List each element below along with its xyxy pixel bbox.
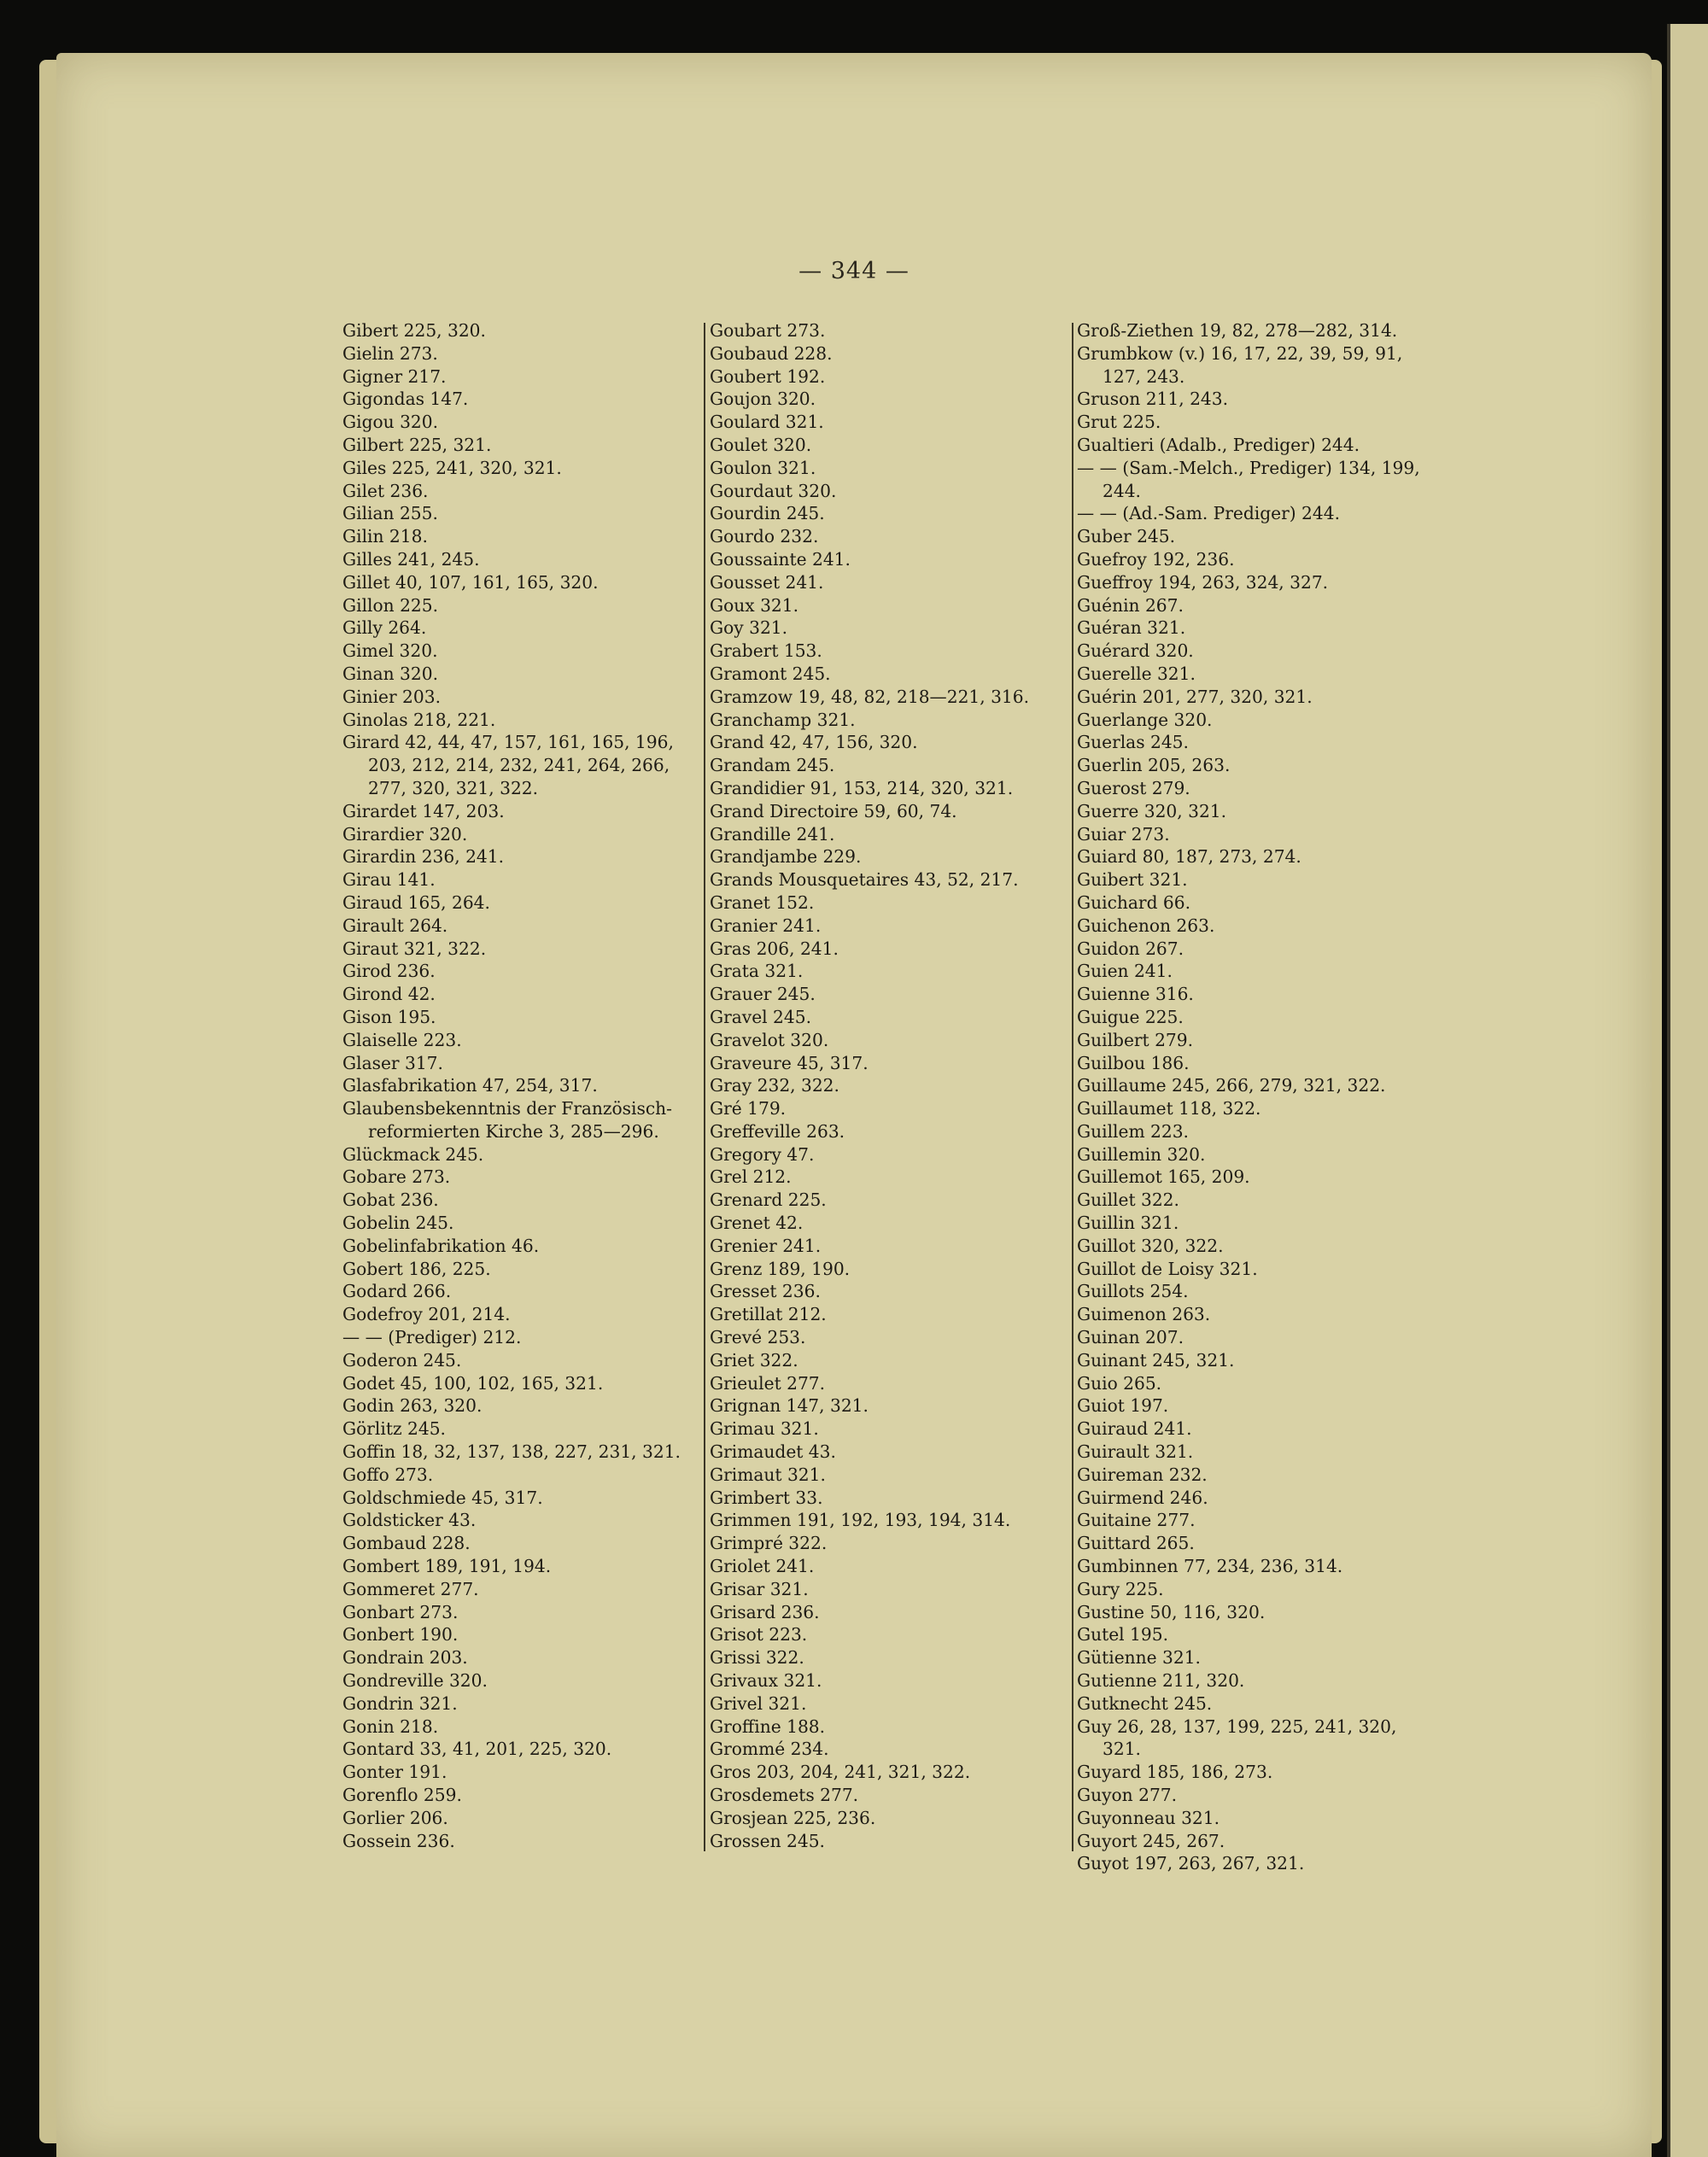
index-entry: Grandam 245. xyxy=(710,755,835,776)
index-entry: Gontard 33, 41, 201, 225, 320. xyxy=(342,1739,612,1760)
index-entry: Goldsticker 43. xyxy=(342,1510,477,1531)
index-entry: Grand Directoire 59, 60, 74. xyxy=(710,800,957,821)
index-entry: Gourdo 232. xyxy=(710,526,819,547)
index-entry: Goulet 320. xyxy=(710,434,812,455)
index-entry: Gumbinnen 77, 234, 236, 314. xyxy=(1077,1556,1343,1577)
index-entry: Guireman 232. xyxy=(1077,1464,1208,1485)
index-entry: Ginan 320. xyxy=(342,663,438,684)
index-entry: — — (Ad.-Sam. Prediger) 244. xyxy=(1077,503,1340,524)
index-entry: Granier 241. xyxy=(710,915,822,936)
index-entry: Grosjean 225, 236. xyxy=(710,1807,876,1828)
index-entry: Guyot 197, 263, 267, 321. xyxy=(1077,1853,1305,1874)
index-entry: Goubart 273. xyxy=(710,320,826,341)
index-entry: Goussainte 241. xyxy=(710,548,851,570)
index-entry: — — (Sam.-Melch., Prediger) 134, 199, 244. xyxy=(1077,457,1420,501)
index-entry: Godet 45, 100, 102, 165, 321. xyxy=(342,1372,604,1394)
index-entry: Gilles 241, 245. xyxy=(342,548,480,570)
index-entry: Gondrain 203. xyxy=(342,1647,468,1669)
index-entry: Guiard 80, 187, 273, 274. xyxy=(1077,846,1301,868)
index-entry: Guerost 279. xyxy=(1077,777,1190,798)
index-entry: Grandjambe 229. xyxy=(710,846,862,868)
index-entry: Girardin 236, 241. xyxy=(342,846,505,868)
index-entry: Guienne 316. xyxy=(1077,984,1194,1005)
index-entry: Goulard 321. xyxy=(710,412,824,433)
index-entry: Gonter 191. xyxy=(342,1762,447,1783)
index-entry: Grenz 189, 190. xyxy=(710,1258,851,1279)
index-entry: Guitaine 277. xyxy=(1077,1510,1196,1531)
index-entry: Guerlin 205, 263. xyxy=(1077,755,1231,776)
index-entry: Guio 265. xyxy=(1077,1372,1162,1394)
index-entry: Gombaud 228. xyxy=(342,1533,471,1554)
index-entry: Grandidier 91, 153, 214, 320, 321. xyxy=(710,777,1014,798)
index-column-2 xyxy=(710,319,1067,1852)
index-entry: Guefroy 192, 236. xyxy=(1077,548,1235,570)
index-entry: Guillot de Loisy 321. xyxy=(1077,1258,1258,1279)
index-entry: Girod 236. xyxy=(342,961,436,982)
index-entry: Gillon 225. xyxy=(342,594,439,616)
index-entry: Gustine 50, 116, 320. xyxy=(1077,1601,1266,1622)
index-entry: Grimpré 322. xyxy=(710,1533,828,1554)
index-entry: Gütienne 321. xyxy=(1077,1647,1201,1669)
index-entry: Guber 245. xyxy=(1077,526,1176,547)
index-entry: Gilbert 225, 321. xyxy=(342,434,492,455)
index-entry: Goubert 192. xyxy=(710,365,826,387)
index-entry: Gonbert 190. xyxy=(342,1624,459,1646)
index-entry: Guy 26, 28, 137, 199, 225, 241, 320, 321. xyxy=(1077,1716,1397,1760)
index-entry: Graveure 45, 317. xyxy=(710,1052,869,1073)
index-entry: Goderon 245. xyxy=(342,1349,462,1371)
index-entry: Godefroy 201, 214. xyxy=(342,1304,511,1325)
column-divider xyxy=(1072,323,1073,1851)
index-entry: Guerlange 320. xyxy=(1077,709,1213,730)
column-divider xyxy=(704,323,705,1851)
index-entry: Guiot 197. xyxy=(1077,1395,1169,1417)
index-entry: Guyon 277. xyxy=(1077,1785,1178,1805)
index-entry: Grosdemets 277. xyxy=(710,1785,859,1805)
index-entry: Girard 42, 44, 47, 157, 161, 165, 196, 203, 212, 214, 232, 241, 264, 266, 277, 320, 321, 322. xyxy=(342,732,674,798)
index-entry: Gras 206, 241. xyxy=(710,938,839,959)
index-entry: Gielin 273. xyxy=(342,342,438,364)
index-entry: Gravel 245. xyxy=(710,1006,811,1027)
index-entry: Grands Mousquetaires 43, 52, 217. xyxy=(710,869,1019,891)
index-entry: Guillot 320, 322. xyxy=(1077,1235,1224,1256)
index-entry: Grenard 225. xyxy=(710,1190,827,1211)
index-entry: Gray 232, 322. xyxy=(710,1075,839,1096)
index-entry: Grimaudet 43. xyxy=(710,1441,836,1463)
index-entry: Gury 225. xyxy=(1077,1578,1164,1599)
index-entry: Gravelot 320. xyxy=(710,1029,829,1050)
index-entry: Guerre 320, 321. xyxy=(1077,800,1227,821)
index-entry: Gobert 186, 225. xyxy=(342,1258,491,1279)
index-entry: Gorlier 206. xyxy=(342,1807,448,1828)
index-entry: Godin 263, 320. xyxy=(342,1395,483,1417)
index-entry: Grommé 234. xyxy=(710,1739,829,1760)
index-entry: — — (Prediger) 212. xyxy=(342,1327,522,1348)
index-entry: Goffo 273. xyxy=(342,1464,434,1485)
index-entry: Gobelin 245. xyxy=(342,1213,454,1234)
index-entry: Grimau 321. xyxy=(710,1418,819,1440)
index-entry: Grata 321. xyxy=(710,961,804,982)
index-entry: Girault 264. xyxy=(342,915,448,936)
index-entry: Gourdin 245. xyxy=(710,503,825,524)
index-entry: Grisard 236. xyxy=(710,1601,820,1622)
index-entry: Gondrin 321. xyxy=(342,1692,458,1714)
index-entry: Goy 321. xyxy=(710,617,788,639)
index-entry: Guien 241. xyxy=(1077,961,1173,982)
index-entry: Guillaume 245, 266, 279, 321, 322. xyxy=(1077,1075,1386,1096)
index-column-3 xyxy=(1077,319,1436,1875)
index-entry: Greffeville 263. xyxy=(710,1120,845,1142)
index-entry: Granchamp 321. xyxy=(710,709,856,730)
index-entry: Gison 195. xyxy=(342,1006,436,1027)
index-entry: Goffin 18, 32, 137, 138, 227, 231, 321. xyxy=(342,1441,681,1463)
index-entry: Grissi 322. xyxy=(710,1647,804,1669)
index-entry: Grignan 147, 321. xyxy=(710,1395,869,1417)
index-entry: Gonbart 273. xyxy=(342,1601,459,1622)
index-entry: Guillots 254. xyxy=(1077,1281,1189,1302)
index-entry: Guinant 245, 321. xyxy=(1077,1349,1235,1371)
index-entry: Grumbkow (v.) 16, 17, 22, 39, 59, 91, 127, 243. xyxy=(1077,342,1403,387)
index-entry: Gualtieri (Adalb., Prediger) 244. xyxy=(1077,434,1360,455)
index-entry: Gombert 189, 191, 194. xyxy=(342,1556,552,1577)
page-number: — 344 — xyxy=(798,258,910,284)
index-entry: Glasfabrikation 47, 254, 317. xyxy=(342,1075,598,1096)
index-entry: Gobare 273. xyxy=(342,1166,451,1188)
index-entry: Grel 212. xyxy=(710,1166,792,1188)
index-entry: Guirmend 246. xyxy=(1077,1487,1208,1508)
index-entry: Guillemot 165, 209. xyxy=(1077,1166,1250,1188)
index-entry: Guillin 321. xyxy=(1077,1213,1179,1234)
index-entry: Ginier 203. xyxy=(342,686,442,707)
index-entry: Gutienne 211, 320. xyxy=(1077,1670,1245,1692)
index-entry: Gilly 264. xyxy=(342,617,427,639)
index-entry: Goujon 320. xyxy=(710,389,816,410)
index-entry: Gigner 217. xyxy=(342,365,447,387)
index-entry: Guillemin 320. xyxy=(1077,1143,1206,1165)
index-entry: Guigue 225. xyxy=(1077,1006,1184,1027)
index-entry: Gutel 195. xyxy=(1077,1624,1169,1646)
index-entry: Guidon 267. xyxy=(1077,938,1184,959)
index-entry: Gossein 236. xyxy=(342,1830,455,1851)
index-entry: Grimbert 33. xyxy=(710,1487,823,1508)
index-entry: Grauer 245. xyxy=(710,984,816,1005)
index-entry: Giles 225, 241, 320, 321. xyxy=(342,457,562,478)
index-entry: Gramzow 19, 48, 82, 218—221, 316. xyxy=(710,686,1030,707)
index-entry: Gruson 211, 243. xyxy=(1077,389,1229,410)
index-entry: Grivel 321. xyxy=(710,1692,807,1714)
index-entry: Goubaud 228. xyxy=(710,342,833,364)
index-entry: Guichenon 263. xyxy=(1077,915,1215,936)
index-entry: Glaiselle 223. xyxy=(342,1029,462,1050)
index-entry: Gommeret 277. xyxy=(342,1578,479,1599)
index-entry: Gré 179. xyxy=(710,1098,787,1119)
index-entry: Grandille 241. xyxy=(710,823,835,845)
index-entry: Ginolas 218, 221. xyxy=(342,709,496,730)
facing-page-edge xyxy=(1667,24,1708,2157)
index-entry: Griolet 241. xyxy=(710,1556,815,1577)
index-entry: Gigondas 147. xyxy=(342,389,469,410)
index-entry: Guibert 321. xyxy=(1077,869,1188,891)
index-entry: Guerlas 245. xyxy=(1077,732,1189,753)
index-entry: Glückmack 245. xyxy=(342,1143,484,1165)
index-entry: Gondreville 320. xyxy=(342,1670,488,1692)
index-entry: Grivaux 321. xyxy=(710,1670,822,1692)
index-entry: Goulon 321. xyxy=(710,457,816,478)
index-entry: Guéran 321. xyxy=(1077,617,1186,639)
index-entry: Guénin 267. xyxy=(1077,594,1184,616)
index-entry: Guiraud 241. xyxy=(1077,1418,1192,1440)
index-entry: Gibert 225, 320. xyxy=(342,320,486,341)
index-entry: Glaubensbekenntnis der Französisch-reformierten Kirche 3, 285—296. xyxy=(342,1098,672,1142)
index-entry: Grenier 241. xyxy=(710,1235,822,1256)
index-entry: Godard 266. xyxy=(342,1281,452,1302)
index-entry: Guirault 321. xyxy=(1077,1441,1194,1463)
index-entry: Grimaut 321. xyxy=(710,1464,826,1485)
index-entry: Grossen 245. xyxy=(710,1830,825,1851)
index-entry: Gobat 236. xyxy=(342,1190,439,1211)
index-entry: Gilin 218. xyxy=(342,526,428,547)
index-entry: Giraut 321, 322. xyxy=(342,938,487,959)
index-entry: Gilet 236. xyxy=(342,480,429,501)
index-entry: Groffine 188. xyxy=(710,1716,826,1737)
index-entry: Gretillat 212. xyxy=(710,1304,827,1325)
index-entry: Guichard 66. xyxy=(1077,891,1191,913)
index-entry: Grabert 153. xyxy=(710,640,822,662)
index-entry: Guillaumet 118, 322. xyxy=(1077,1098,1261,1119)
index-entry: Goux 321. xyxy=(710,594,799,616)
index-entry: Gillet 40, 107, 161, 165, 320. xyxy=(342,571,599,593)
index-entry: Görlitz 245. xyxy=(342,1418,446,1440)
index-entry: Goldschmiede 45, 317. xyxy=(342,1487,543,1508)
index-entry: Guérard 320. xyxy=(1077,640,1194,662)
index-entry: Gourdaut 320. xyxy=(710,480,837,501)
index-entry: Gigou 320. xyxy=(342,412,439,433)
index-entry: Guyard 185, 186, 273. xyxy=(1077,1762,1273,1783)
index-entry: Guillem 223. xyxy=(1077,1120,1189,1142)
index-entry: Grisot 223. xyxy=(710,1624,808,1646)
index-entry: Gobelinfabrikation 46. xyxy=(342,1235,540,1256)
index-entry: Gilian 255. xyxy=(342,503,438,524)
index-entry: Gramont 245. xyxy=(710,663,831,684)
index-entry: Grisar 321. xyxy=(710,1578,809,1599)
index-entry: Gueffroy 194, 263, 324, 327. xyxy=(1077,571,1329,593)
index-entry: Guilbou 186. xyxy=(1077,1052,1190,1073)
index-entry: Grenet 42. xyxy=(710,1213,804,1234)
index-entry: Gros 203, 204, 241, 321, 322. xyxy=(710,1762,971,1783)
index-entry: Grieulet 277. xyxy=(710,1372,826,1394)
index-entry: Guyonneau 321. xyxy=(1077,1807,1220,1828)
index-entry: Guiar 273. xyxy=(1077,823,1170,845)
index-entry: Gonin 218. xyxy=(342,1716,439,1737)
index-entry: Griet 322. xyxy=(710,1349,798,1371)
index-entry: Guinan 207. xyxy=(1077,1327,1184,1348)
index-entry: Girardier 320. xyxy=(342,823,468,845)
index-column-1 xyxy=(342,319,699,1852)
index-entry: Grut 225. xyxy=(1077,412,1161,433)
index-entry: Guérin 201, 277, 320, 321. xyxy=(1077,686,1313,707)
index-entry: Glaser 317. xyxy=(342,1052,443,1073)
index-entry: Guyort 245, 267. xyxy=(1077,1830,1225,1851)
index-entry: Guillet 322. xyxy=(1077,1190,1179,1211)
index-entry: Grevé 253. xyxy=(710,1327,806,1348)
index-entry: Gousset 241. xyxy=(710,571,824,593)
index-entry: Guilbert 279. xyxy=(1077,1029,1194,1050)
index-entry: Groß-Ziethen 19, 82, 278—282, 314. xyxy=(1077,320,1398,341)
index-entry: Grimmen 191, 192, 193, 194, 314. xyxy=(710,1510,1011,1531)
index-entry: Gimel 320. xyxy=(342,640,438,662)
index-entry: Guerelle 321. xyxy=(1077,663,1196,684)
index-entry: Gresset 236. xyxy=(710,1281,821,1302)
index-entry: Girardet 147, 203. xyxy=(342,800,505,821)
index-entry: Giraud 165, 264. xyxy=(342,891,490,913)
index-entry: Guimenon 263. xyxy=(1077,1304,1211,1325)
index-entry: Gorenflo 259. xyxy=(342,1785,462,1805)
index-entry: Girond 42. xyxy=(342,984,436,1005)
index-entry: Guittard 265. xyxy=(1077,1533,1195,1554)
index-entry: Gregory 47. xyxy=(710,1143,815,1165)
index-entry: Grand 42, 47, 156, 320. xyxy=(710,732,918,753)
index-entry: Granet 152. xyxy=(710,891,815,913)
index-entry: Girau 141. xyxy=(342,869,436,891)
index-entry: Gutknecht 245. xyxy=(1077,1692,1213,1714)
